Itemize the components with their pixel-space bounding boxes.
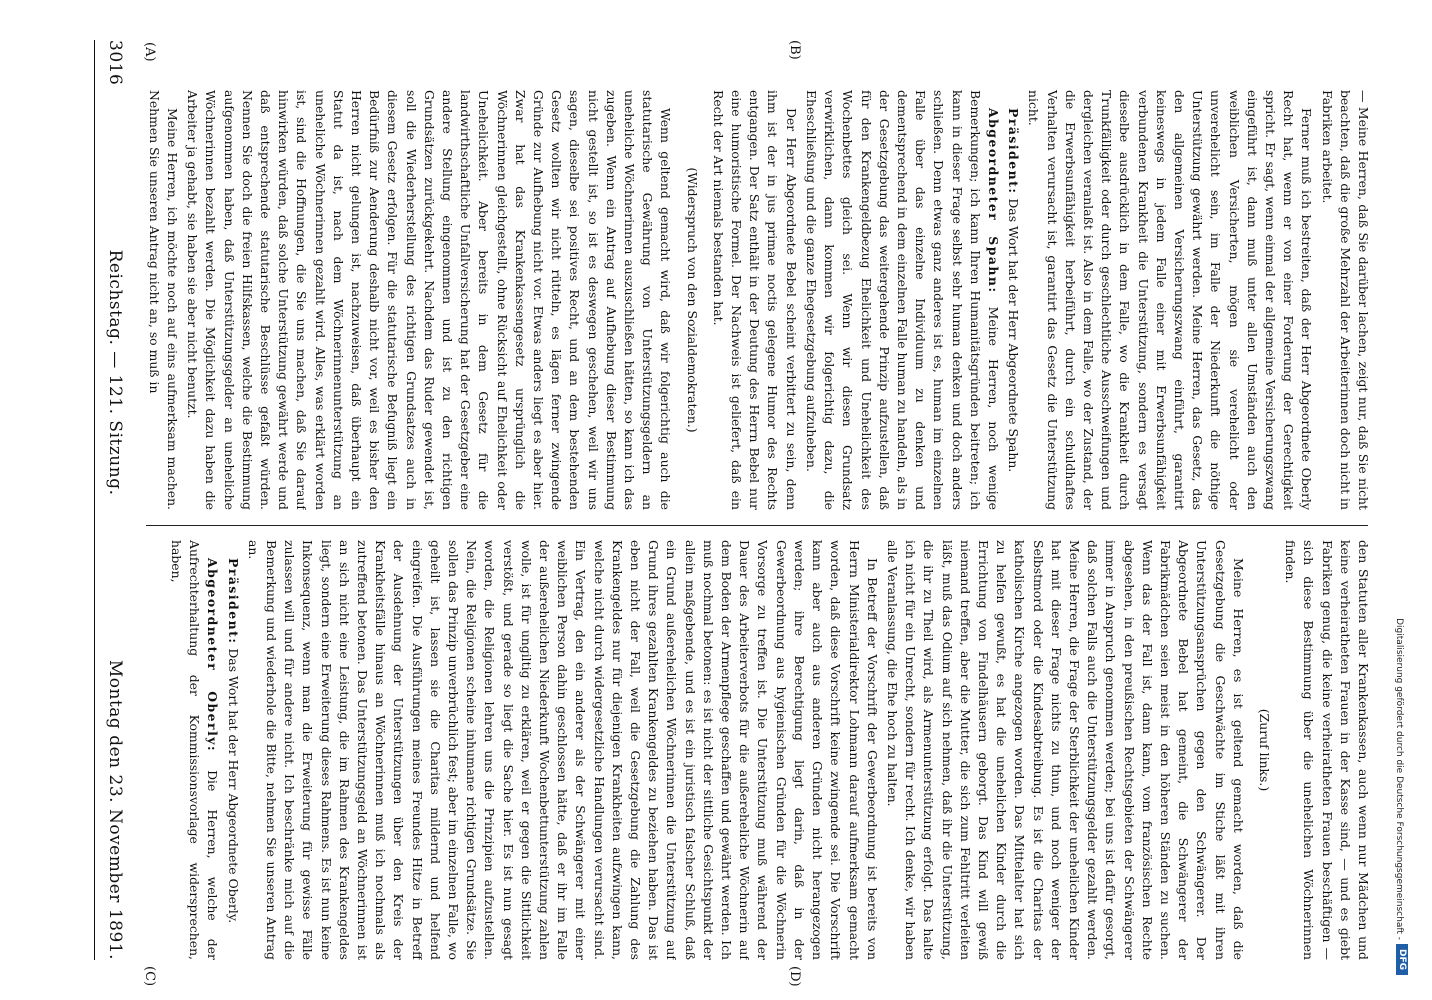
paragraph: Wenn geltend gemacht wird, daß wir folgerichtig auch die statutarische Gewährung von Unterstützungsgeldern an uneheliche Wöchnerinnen auszuschließen hätten, so kann ich das zugeben. Wenn ein Antrag auf Aufhebung dieser Bestimmung nicht gestellt ist, so ist es deswegen geschehen, weil wir uns sagen, dieselbe sei positives Recht, und an dem bestehenden Gesetz wollten wir nicht rütteln, es lägen ferner zwingende Gründe zur Aufhebung nicht vor. Etwas anders liegt es aber hier. Zwar hat das Krankenkassengesetz ursprünglich die Wöchnerinnen gleichgestellt, ohne Rücksicht auf Ehelichkeit oder Unehelichkeit. Aber bereits in dem Gesetz für die landwirthschaftliche Unfallversicherung hat der Gesetzgeber eine andere Stellung eingenommen und ist zu den richtigen Grundsätzen zurückgekehrt. Nachdem das Ruder gewendet ist, soll die Wiederherstellung des richtigen Grundsatzes auch in diesem Gesetz erfolgen. Für die statutarische Befugniß liegt ein Bedürfniß zur Aenderung deshalb nicht vor, weil es bisher den Herren nicht gelungen ist, nachzuweisen, daß überhaupt ein Statut da ist, nach dem Wöchnerinnenunterstützung an uneheliche Wöchnerinnen gezahlt wird. Alles, was erklärt worden ist, sind die Hoffnungen, die Sie uns machen, daß Sie darauf hinwirken würden, daß solche Unterstützung gewährt werde und daß entsprechende statutarische Beschlüsse gefaßt würden. Nennen Sie doch die freien Hilfskassen, welche die Bestimmung aufgenommen haben, daß Unterstützungsgelder an uneheliche Wöchnerinnen bezahlt werden. Die Möglichkeit dazu haben die Arbeiter ja gehabt, sie haben sie aber nicht benutzt. [185,90,674,510]
interjection-note: (Zuruf links.) [1256,708,1272,792]
header-rule [94,40,95,960]
page-number: 3016 [105,40,125,86]
speaker-label: Präsident: [1006,108,1022,195]
margin-mark-b: (B) [787,40,802,60]
paragraph: — Meine Herren, daß Sie darüber lachen, zeigt nur, daß Sie nicht beachten, daß die große Mehrzahl der Arbeiterinnen doch nicht in Fabriken arbeitet. [1319,90,1371,510]
paragraph: Meine Herren, ich möchte noch auf eins aufmerksam machen. Nehmen Sie unseren Antrag nicht an, so muß in [146,90,180,510]
paragraph: Das Wort hat der Herr Abgeordnete Oberly. [225,648,241,924]
paragraph: Ferner muß ich bestreiten, daß der Herr Abgeordnete Oberly Recht hat, wenn er von einer Forderung der Gerechtigkeit spricht. Er sagt, wenn einmal der allgemeine Versicherungszwang eingeführt ist, dann muß unter allen Umständen auch den weiblichen Versicherten, mögen sie verehelicht oder unverehelicht sein, im Falle der Niederkunft die nöthige Unterstützung gewährt werden. Meine Herren, das Gesetz, das den allgemeinen Versicherungszwang einführt, garantirt keineswegs in jedem Falle einer mit Erwerbsunfähigkeit verbundenen Krankheit die Unterstützung, sondern es versagt dieselbe ausdrücklich in dem Falle, wo die Krankheit durch Trunkfälligkeit oder durch geschlechtliche Ausschweifungen und dergleichen veranlaßt ist. Also in dem Falle, wo der Zustand, der die Erwerbsunfähigkeit herbeiführt, durch ein schuldhaftes Verhalten verursacht ist, garantirt das Gesetz die Unterstützung nicht. [1026,90,1315,510]
left-column [142,90,1372,510]
paragraph: Meine Herren, noch wenige Bemerkungen; ich kann Ihren Humanitätsgründen beitreten; ich kann in dieser Frage selbst sehr human denken und doch anders schließen. Denn etwas ganz anderes ist es, human im einzelnen Falle über das einzelne Individuum zu denken und dementsprechend in dem einzelnen Falle human zu handeln, als in der Gesetzgebung das weitergehende Prinzip aufzustellen, daß für den Krankengeldbezug Ehelichkeit und Unehelichkeit des Wochenbettes gleich sei. Wenn wir diesen Grundsatz verwirklichen, dann kommen wir folgerichtig dazu, die Eheschließung und die ganze Ehegesetzgebung aufzuheben. [803,90,1001,510]
speaker-label: Abgeordneter Oberly: [205,558,221,753]
interjection-note: (Widerspruch von den Sozialdemokraten.) [684,167,700,433]
dfg-logo: DFG [1396,944,1408,975]
column-divider [146,525,1368,526]
margin-mark-d: (D) [787,966,802,987]
digitization-credit [1394,220,1404,940]
newspaper-page [32,0,1432,1000]
margin-mark-c: (C) [142,966,157,987]
margin-mark-a: (A) [142,42,157,62]
paragraph: In Betreff der Vorschrift der Gewerbeordnung ist bereits von Herrn Ministerialdirektor Lohmann darauf aufmerksam gemacht worden, daß diese Vorschrift keine zwingende sei. Die Vorschrift kann aber auch aus anderen Gründen nicht herangezogen werden; ihre Berechtigung liegt darin, daß in der Gewerbeordnung aus hygienischen Gründen für die Wöchnerin Vorsorge zu treffen ist. Die Unterstützung muß während der Dauer des Arbeiterverbots für die außereheliche Wöchnerin auf dem Boden der Armenpflege geschaffen und gewährt werden. Ich muß nochmal betonen: es ist nicht der sittliche Gesichtspunkt der allein maßgebende, und es ist ein juristisch falscher Schluß, daß ein Grund außerehelichen Wöchnerinnen die Unterstützung auf Grund ihres gezahlten Krankengeldes zu beziehen haben. Das ist eben nicht der Fall, weil die Gesetzgebung die Zahlung des Krankengeldes nur für diejenigen Krankheiten aufzwingen kann, welche nicht durch widergesetzliche Handlungen verursacht sind. Ein Vertrag, den ein anderer als der Schwängerer mit einer weiblichen Person dahin geschlossen hätte, daß er ihr im Falle der außerehelichen Niederkunft Wochenbettunterstützung zahlen wolle, ist für ungiltig zu erklären, weil er gegen die Sittlichkeit verstößt, und gerade so liegt die Sache hier. Es ist nun gesagt worden, die Religionen lehren uns die Prinzipien aufzustellen. Nein, die Religionen scheine inhumane richtigen Grundsätze. Sie sollen das Prinzip unverbrüchlich fest; aber im einzelnen Falle, wo geheilt ist, lassen sie die Charitas mildernd und helfend eingreifen. Die Ausführungen meines Freundes Hitze in Betreff der Ausdehnung der Unterstützungen über den Kreis der Krankheitsfälle hinaus an Wöchnerinnen muß ich nochmals als zutreffend betonen. Das Unterstützungsgeld an Wöchnerinnen ist an sich nicht eine Leistung, die im Rahmen des Krankengeldes liegt, sondern eine Erweiterung dieses Rahmens. Es ist nun keine Inkonsequenz, wenn man die Erweiterung für gewisse Fälle zulassen will und für andere nicht. Ich beschränke mich auf die Bemerkung und wiederhole die Bitte, nehmen Sie unseren Antrag an. [245,540,880,960]
paragraph: Die Herren, welche der Aufrechterhaltung der Kommissionsvorlage widersprechen, haben, [169,540,221,960]
speaker-label: Abgeordneter Spahn: [985,108,1001,294]
session-date: Montag den 23. November 1891. [105,659,125,960]
paragraph: Das Wort hat der Herr Abgeordnete Spahn. [1006,198,1022,473]
credit-text: Digitalisierung gefördert durch die Deutsche Forschungsgemeinschaft - [1394,618,1404,940]
session-title: Reichstag. — 121. Sitzung. [105,249,125,496]
paragraph: den Statuten aller Krankenkassen, auch wenn nur Mädchen und keine verheiratheten Frauen in der Kasse sind, — und es giebt Fabriken genug, die keine verheiratheten Frauen beschäftigen — sich diese Bestimmung über die unehelichen Wöchnerinnen finden. [1283,540,1371,960]
paragraph: Meine Herren, es ist geltend gemacht worden, daß die Gesetzgebung die Geschwächte im Stiche läßt mit ihren Unterstützungsansprüchen gegen den Schwängerer. Der Abgeordnete Bebel hat gemeint, die Schwängerer der Fabrikmädchen seien meist in den höheren Ständen zu suchen. Wenn das der Fall ist, dann kann, vom französischen Rechte abgesehen, in den preußischen Rechtsgebieten der Schwängerer immer in Anspruch genommen werden; bei uns ist dafür gesorgt, daß solchen Falls auch die Unterstützungsgelder gezahlt werden. Meine Herren, die Frage der Sterblichkeit der unehelichen Kinder hat mit dieser Frage nichts zu thun, und noch weniger der Selbstmord oder die Kindesabtreibung. Es ist die Charitas der katholischen Kirche angezogen worden. Das Mittelalter hat sich zu helfen gewußt, es hat die unehelichen Kinder durch die Errichtung von Findelhäusern geborgt. Das Kind will gewiß niemand treffen, aber die Mutter, die sich zum Fehltritt verleiten läßt, muß das Odium auf sich nehmen, daß ihr die Unterstützung, die ihr zu Theil wird, als Armenunterstützung erfolgt. Das halte ich nicht für ein Unrecht, sondern für recht. Ich denke, wir haben alle Veranlassung, die Ehe hoch zu halten. [884,540,1246,960]
speaker-label: Präsident: [225,558,241,645]
right-column [142,540,1372,960]
paragraph: Der Herr Abgeordnete Bebel scheint verbittert zu sein, denn ihm ist der in jus primae noctis gelegene Humor des Rechts entgangen. Der Satz enthält in der Deutung des Herrn Bebel nur eine humoristische Formel. Der Nachweis ist geliefert, daß ein Recht der Art niemals bestanden hat. [710,90,799,510]
page-header [98,40,132,960]
